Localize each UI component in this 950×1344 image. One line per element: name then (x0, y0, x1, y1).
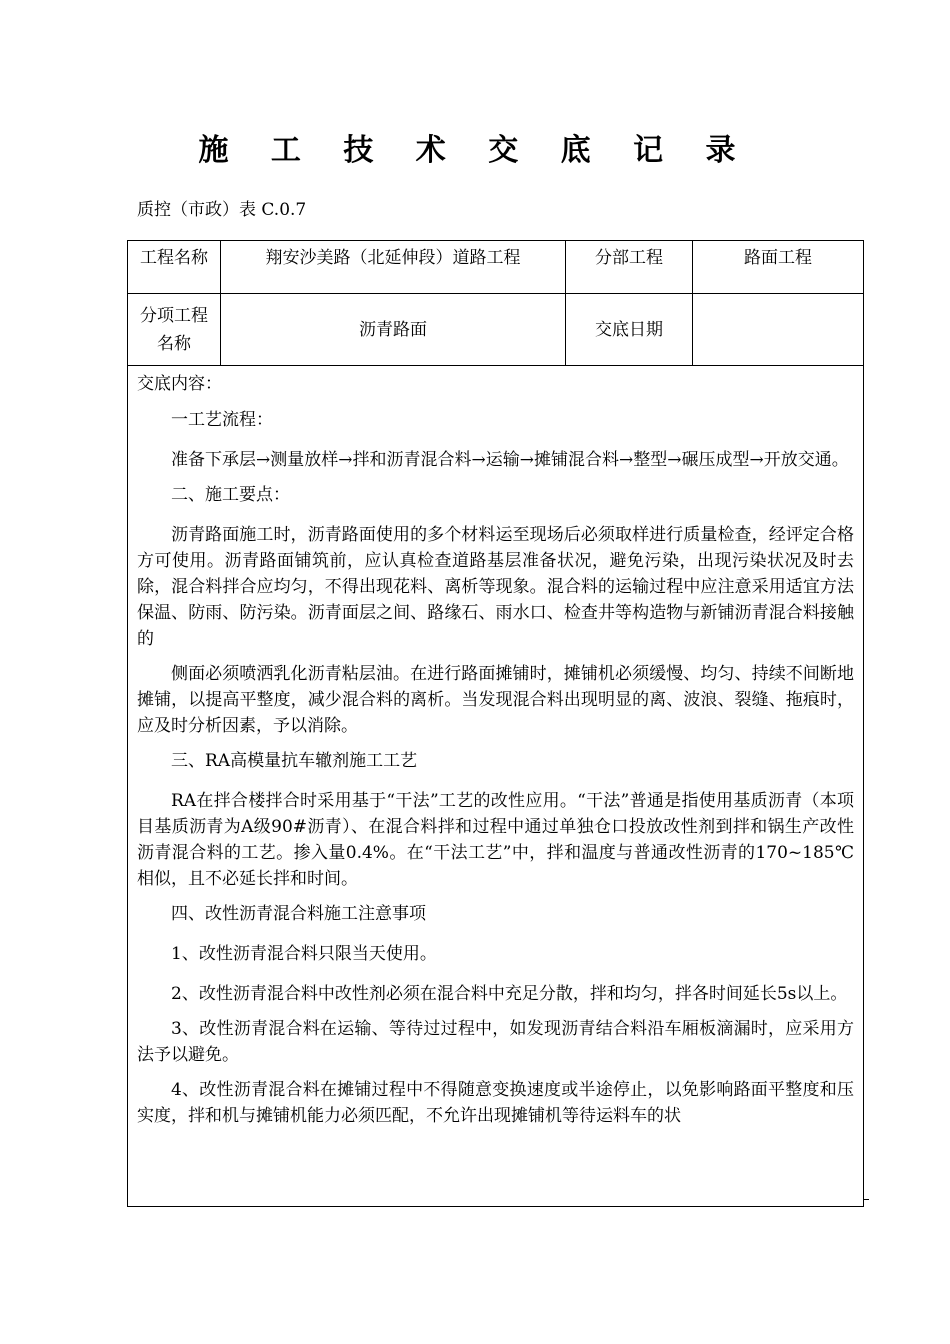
content-cell (128, 366, 864, 1207)
table-row (128, 241, 864, 294)
sub-project-label: 分部工程 (566, 241, 693, 294)
table-edge-mark (864, 1199, 869, 1200)
date-label: 交底日期 (566, 294, 693, 366)
item-name-value: 沥青路面 (221, 294, 566, 366)
project-name-label: 工程名称 (128, 241, 221, 294)
content-paragraph: 准备下承层→测量放样→拌和沥青混合料→运输→摊铺混合料→整型→碾压成型→开放交通。 (171, 450, 849, 470)
table-row (128, 294, 864, 366)
content-heading: 交底内容： (137, 374, 222, 394)
content-paragraph: 沥青路面施工时，沥青路面使用的多个材料运至现场后必须取样进行质量检查，经评定合格方可使用。沥青路面铺筑前，应认真检查道路基层准备状况，避免污染，出现污染状况及时去除，混合料拌合应均匀，不得出现花料、离析等现象。混合料的运输过程中应注意采用适宜方法保温、防雨、防污染。沥青面层之间、路缘石、雨水口、检查井等构造物与新铺沥青混合料接触的 (137, 525, 854, 649)
content-paragraph: 三、RA高模量抗车辙剂施工工艺 (171, 751, 418, 771)
table-row (128, 366, 864, 1207)
date-value (693, 294, 864, 366)
content-paragraph: 四、改性沥青混合料施工注意事项 (171, 904, 426, 924)
content-paragraph: 一工艺流程： (171, 410, 273, 430)
content-paragraph: 二、施工要点： (171, 485, 290, 505)
form-code: 质控（市政）表 C.0.7 (137, 200, 307, 220)
content-paragraph: 1、改性沥青混合料只限当天使用。 (171, 944, 437, 964)
content-paragraph: 侧面必须喷洒乳化沥青粘层油。在进行路面摊铺时，摊铺机必须缓慢、均匀、持续不间断地摊铺，以提高平整度，减少混合料的离析。当发现混合料出现明显的离、波浪、裂缝、拖痕时，应及时分析因素，予以消除。 (137, 664, 854, 736)
project-name-value: 翔安沙美路（北延伸段）道路工程 (221, 241, 566, 294)
content-paragraph: 2、改性沥青混合料中改性剂必须在混合料中充足分散，拌和均匀，拌各时间延长5s以上。 (171, 984, 848, 1004)
disclosure-table (127, 240, 864, 1207)
content-paragraph: 4、改性沥青混合料在摊铺过程中不得随意变换速度或半途停止，以免影响路面平整度和压实度，拌和机与摊铺机能力必须匹配，不允许出现摊铺机等待运料车的状 (137, 1080, 854, 1126)
content-paragraph: RA在拌合楼拌合时采用基于“干法”工艺的改性应用。“干法”普通是指使用基质沥青（本项目基质沥青为A级90#沥青）、在混合料拌和过程中通过单独仓口投放改性剂到拌和锅生产改性沥青混合料的工艺。掺入量0.4%。在“干法工艺”中，拌和温度与普通改性沥青的170~185℃相似，且不必延长拌和时间。 (137, 791, 854, 889)
page-title: 施 工 技 术 交 底 记 录 (198, 133, 752, 168)
item-name-label: 分项工程名称 (128, 294, 221, 366)
sub-project-value: 路面工程 (693, 241, 864, 294)
content-paragraph: 3、改性沥青混合料在运输、等待过过程中，如发现沥青结合料沿车厢板滴漏时，应采用方法予以避免。 (137, 1019, 854, 1065)
